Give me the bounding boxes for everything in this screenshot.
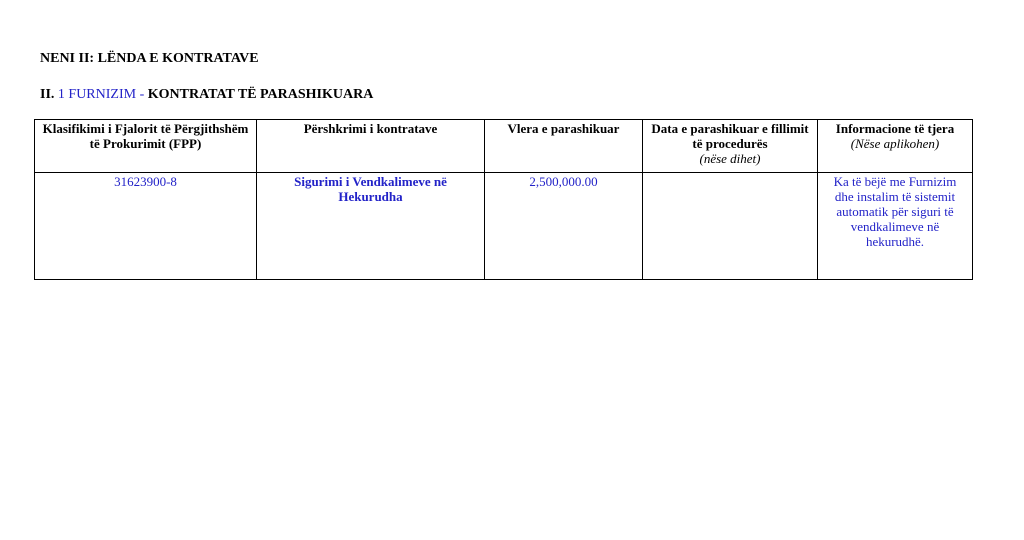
- header-info-note: (Nëse aplikohen): [850, 136, 940, 151]
- header-fpp: Klasifikimi i Fjalorit të Përgjithshëm të Prokurimit (FPP): [35, 120, 257, 173]
- table-row: [35, 173, 973, 280]
- header-value: Vlera e parashikuar: [485, 120, 643, 173]
- header-date-note: (nëse dihet): [699, 151, 761, 166]
- header-description: Përshkrimi i kontratave: [257, 120, 485, 173]
- cell-description: Sigurimi i Vendkalimeve në Hekurudha: [257, 173, 485, 280]
- header-info: Informacione të tjera (Nëse aplikohen): [818, 120, 973, 173]
- subtitle-rest: KONTRATAT TË PARASHIKUARA: [147, 87, 374, 102]
- cell-fpp: 31623900-8: [35, 173, 257, 280]
- subtitle-prefix: II.: [40, 87, 55, 102]
- cell-date: [643, 173, 818, 280]
- section-subtitle: [40, 87, 373, 103]
- cell-info: Ka të bëjë me Furnizim dhe instalim të sistemit automatik për siguri të vendkalimeve në hekurudhë.: [818, 173, 973, 280]
- subtitle-category: 1 FURNIZIM -: [54, 87, 148, 102]
- header-date: Data e parashikuar e fillimit të procedurës (nëse dihet): [643, 120, 818, 173]
- section-title: NENI II: LËNDA E KONTRATAVE: [40, 51, 259, 66]
- cell-value: 2,500,000.00: [485, 173, 643, 280]
- contracts-table: [34, 119, 973, 280]
- table-header-row: [35, 120, 973, 173]
